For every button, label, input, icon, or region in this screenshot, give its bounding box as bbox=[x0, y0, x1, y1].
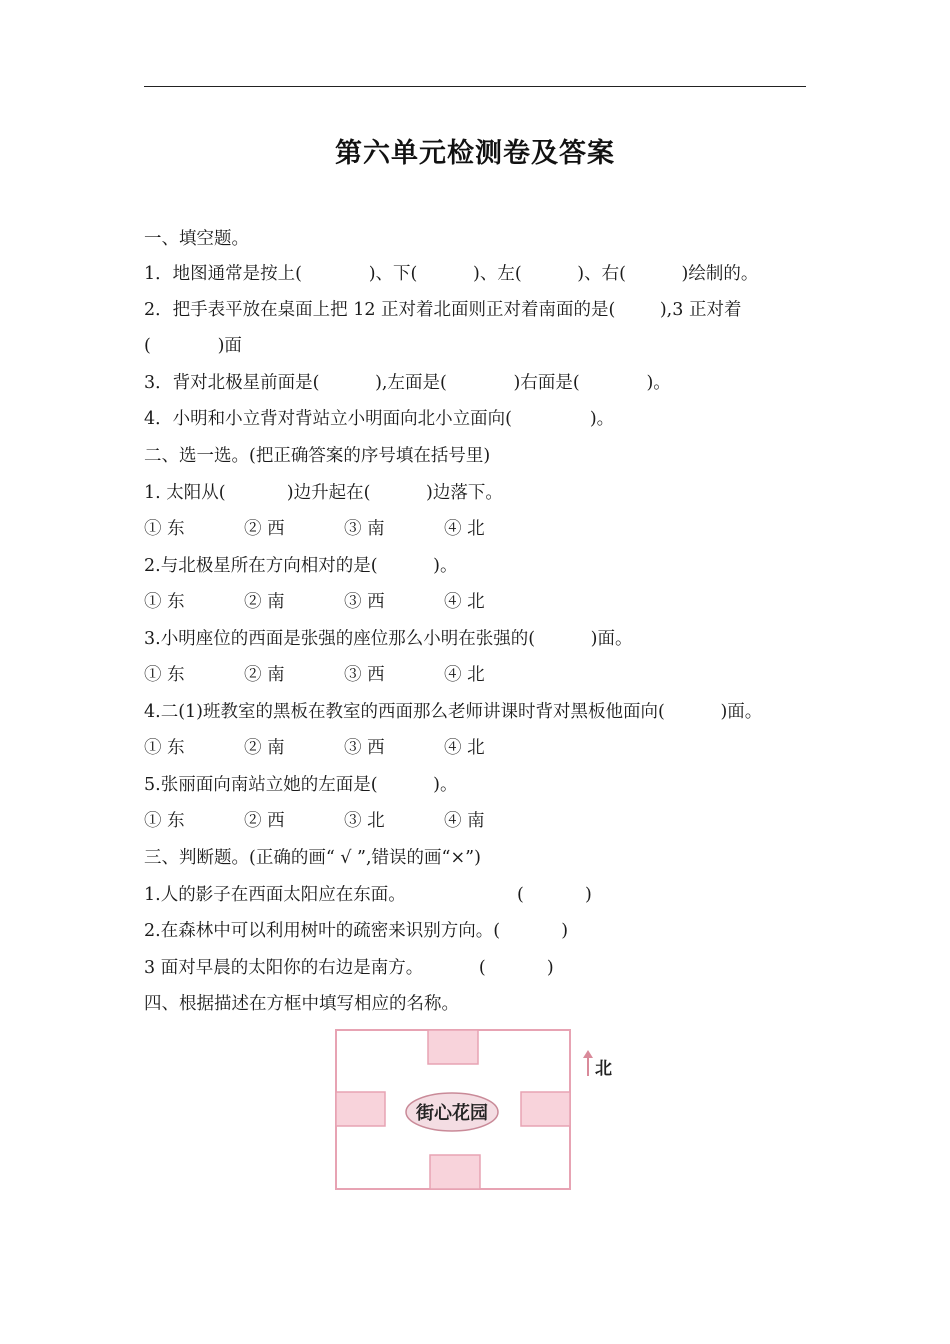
north-arrow-icon bbox=[587, 1052, 589, 1076]
option-2-4-d: ④ 北 bbox=[444, 738, 485, 758]
page-title: 第六单元检测卷及答案 bbox=[335, 138, 615, 169]
question-2-5: 5.张丽面向南站立她的左面是( )。 bbox=[144, 775, 458, 795]
question-1-2: 2．把手表平放在桌面上把 12 正对着北面则正对着南面的是( ),3 正对着 bbox=[144, 300, 742, 320]
question-3-1: 1.人的影子在西面太阳应在东面。 ( ) bbox=[144, 885, 592, 905]
option-2-3-c: ③ 西 bbox=[344, 665, 385, 685]
option-2-4-a: ① 东 bbox=[144, 738, 185, 758]
option-2-1-d: ④ 北 bbox=[444, 519, 485, 539]
option-2-3-b: ② 南 bbox=[244, 665, 285, 685]
option-2-2-d: ④ 北 bbox=[444, 592, 485, 612]
option-2-1-b: ② 西 bbox=[244, 519, 285, 539]
question-3-3: 3 面对早晨的太阳你的右边是南方。 ( ) bbox=[144, 958, 554, 978]
option-2-2-a: ① 东 bbox=[144, 592, 185, 612]
question-2-1: 1. 太阳从( )边升起在( )边落下。 bbox=[144, 483, 503, 503]
garden-map-diagram bbox=[334, 1028, 574, 1192]
option-2-4-b: ② 南 bbox=[244, 738, 285, 758]
question-2-3: 3.小明座位的西面是张强的座位那么小明在张强的( )面。 bbox=[144, 629, 633, 649]
header-rule bbox=[144, 86, 806, 87]
question-3-2: 2.在森林中可以利用树叶的疏密来识别方向。( ) bbox=[144, 921, 569, 941]
option-2-3-a: ① 东 bbox=[144, 665, 185, 685]
option-2-5-d: ④ 南 bbox=[444, 811, 485, 831]
option-2-1-a: ① 东 bbox=[144, 519, 185, 539]
west-building-box[interactable] bbox=[336, 1092, 385, 1126]
section-3-heading: 三、判断题。(正确的画“ √ ”,错误的画“×”) bbox=[144, 848, 481, 868]
option-2-2-b: ② 南 bbox=[244, 592, 285, 612]
north-label: 北 bbox=[595, 1059, 612, 1079]
question-1-1: 1．地图通常是按上( )、下( )、左( )、右( )绘制的。 bbox=[144, 264, 759, 284]
question-1-3: 3．背对北极星前面是( ),左面是( )右面是( )。 bbox=[144, 373, 671, 393]
section-4-heading: 四、根据描述在方框中填写相应的名称。 bbox=[144, 994, 459, 1014]
option-2-2-c: ③ 西 bbox=[344, 592, 385, 612]
question-2-4: 4.二(1)班教室的黑板在教室的西面那么老师讲课时背对黑板他面向( )面。 bbox=[144, 702, 763, 722]
option-2-4-c: ③ 西 bbox=[344, 738, 385, 758]
north-building-box[interactable] bbox=[428, 1030, 478, 1064]
garden-label: 街心花园 bbox=[416, 1103, 488, 1124]
section-1-heading: 一、填空题。 bbox=[144, 229, 249, 249]
east-building-box[interactable] bbox=[521, 1092, 570, 1126]
question-1-2-cont: ( )面 bbox=[144, 336, 242, 356]
south-building-box[interactable] bbox=[430, 1155, 480, 1189]
option-2-5-b: ② 西 bbox=[244, 811, 285, 831]
question-1-4: 4．小明和小立背对背站立小明面向北小立面向( )。 bbox=[144, 409, 615, 429]
north-indicator bbox=[584, 1050, 624, 1080]
option-2-3-d: ④ 北 bbox=[444, 665, 485, 685]
option-2-1-c: ③ 南 bbox=[344, 519, 385, 539]
section-2-heading: 二、选一选。(把正确答案的序号填在括号里) bbox=[144, 446, 491, 466]
option-2-5-a: ① 东 bbox=[144, 811, 185, 831]
option-2-5-c: ③ 北 bbox=[344, 811, 385, 831]
question-2-2: 2.与北极星所在方向相对的是( )。 bbox=[144, 556, 458, 576]
